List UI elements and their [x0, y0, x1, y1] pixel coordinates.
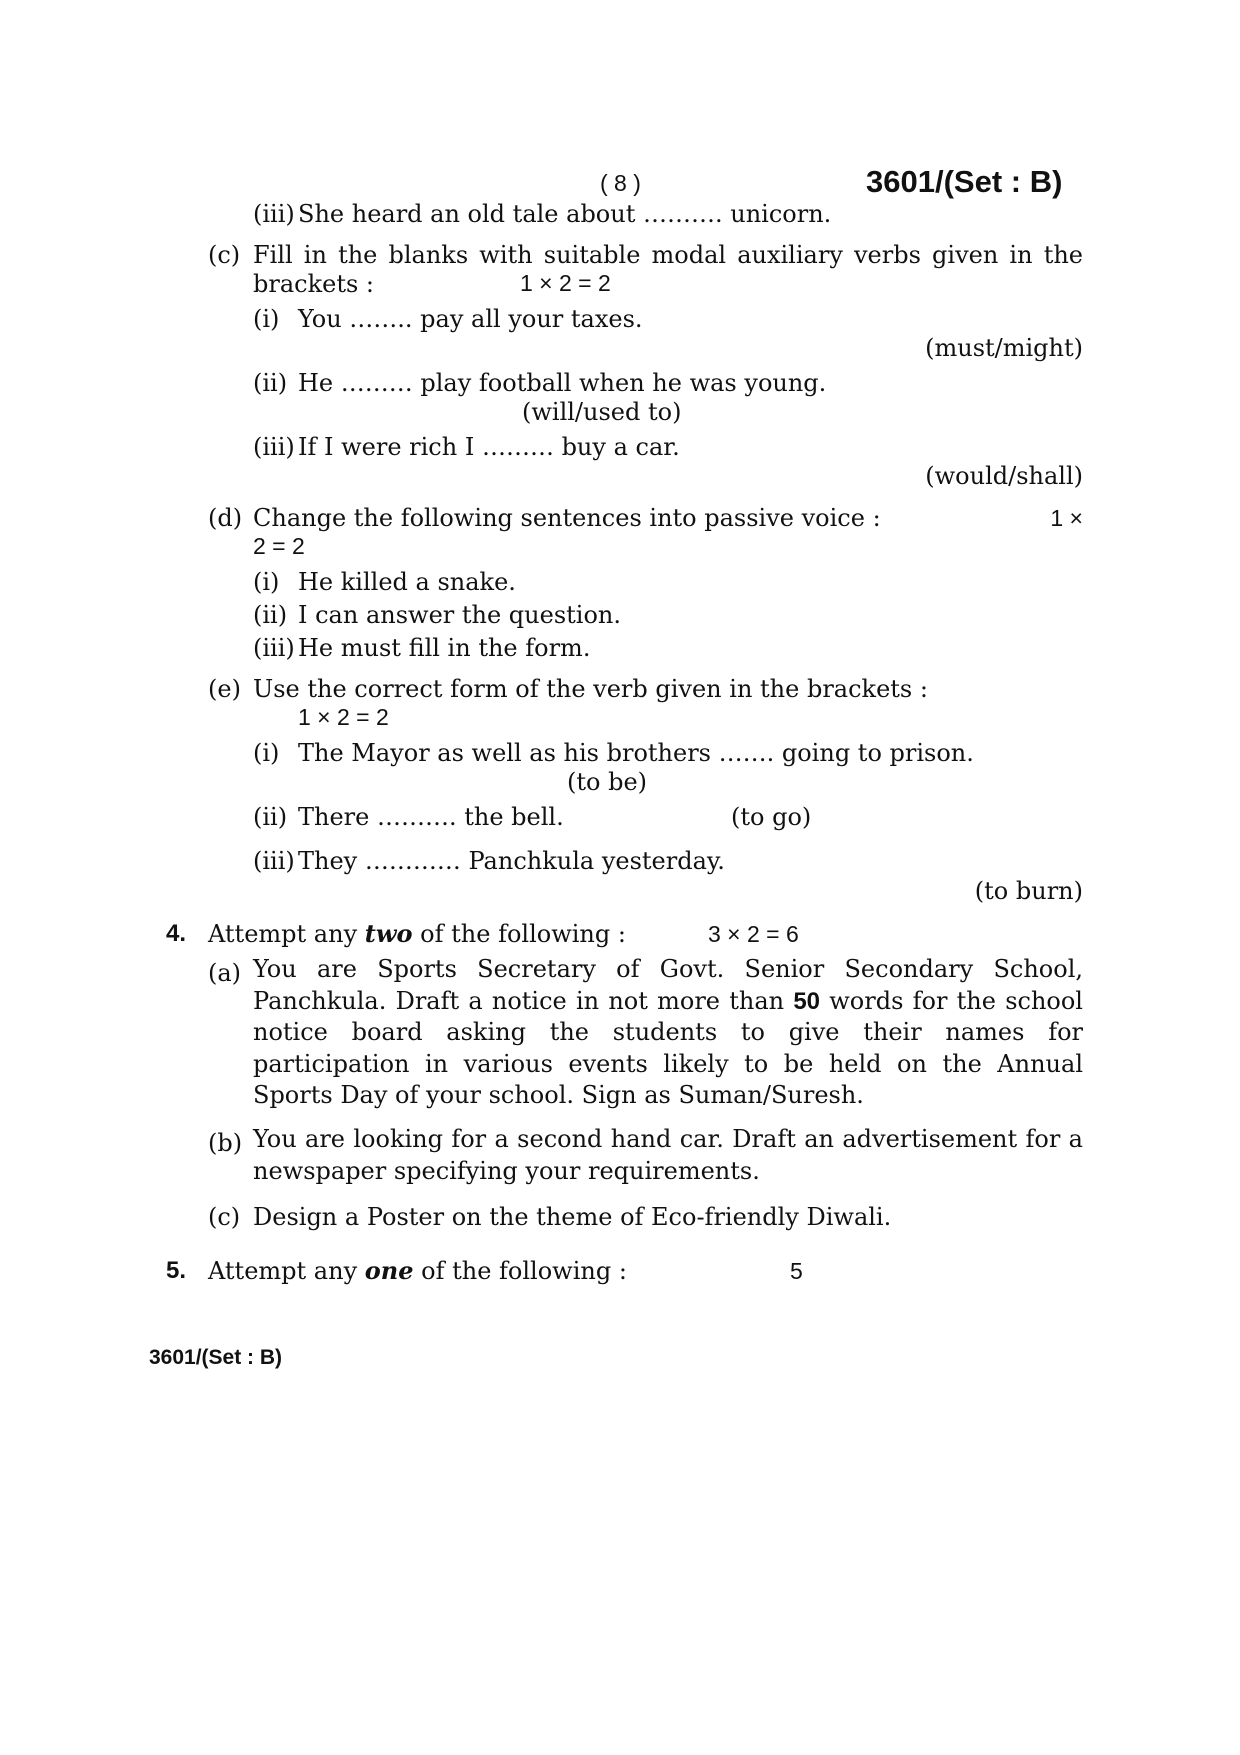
item-e-i-options: (to be) [567, 768, 648, 796]
q4-part-a-label: (a) [208, 959, 242, 987]
paper-code-footer: 3601/(Set : B) [149, 1346, 283, 1369]
question-4-pre: Attempt any [208, 920, 358, 948]
q4-part-c-label: (c) [208, 1203, 241, 1231]
question-4-number: 4. [166, 920, 187, 947]
part-d-text: Change the following sentences into passive voice : [253, 504, 881, 532]
item-c-i-num: (i) [253, 305, 280, 333]
part-e-text: Use the correct form of the verb given in the brackets : [253, 675, 928, 703]
item-b-iii-text: She heard an old tale about ………. unicorn. [298, 200, 832, 228]
question-4-instruction [208, 919, 626, 948]
part-c-line1: Fill in the blanks with suitable modal auxiliary verbs given in the [253, 241, 1083, 269]
page-number: ( 8 ) [600, 170, 641, 196]
item-d-iii-num: (iii) [253, 634, 295, 662]
question-5-number: 5. [166, 1257, 187, 1284]
item-c-ii-num: (ii) [253, 369, 288, 397]
item-d-i-num: (i) [253, 568, 280, 596]
item-d-i-text: He killed a snake. [298, 568, 516, 596]
item-c-iii-num: (iii) [253, 433, 295, 461]
item-e-ii-options: (to go) [731, 803, 812, 831]
word-limit: 50 [793, 987, 821, 1015]
item-c-i-text: You …….. pay all your taxes. [298, 305, 643, 333]
part-d-label: (d) [208, 504, 243, 532]
q4-part-a-text: You are Sports Secretary of Govt. Senior Secondary School, Panchkula. Draft a notice in not more than 50 words for the school notice board asking the students to give their names for participation in various events likely to be held on the Annual Sports Day of your school. Sign as Suman/Suresh. [253, 955, 1083, 1109]
part-e-label: (e) [208, 675, 241, 703]
part-e-marks: 1 × 2 = 2 [298, 704, 389, 730]
item-e-ii-text: There ………. the bell. [298, 803, 564, 831]
part-d-marks-2: 2 = 2 [253, 533, 305, 559]
item-c-ii-options: (will/used to) [522, 398, 682, 426]
question-4-marks: 3 × 2 = 6 [708, 921, 799, 947]
item-e-iii-options: (to burn) [974, 877, 1083, 905]
item-c-iii-options: (would/shall) [925, 462, 1083, 490]
part-d-marks-1: 1 × [1050, 505, 1083, 531]
item-e-iii-text: They ………… Panchkula yesterday. [298, 847, 725, 875]
item-b-iii-num: (iii) [253, 200, 295, 228]
item-e-i-num: (i) [253, 739, 280, 767]
q4-part-b-label: (b) [208, 1129, 243, 1157]
q4-part-c-text: Design a Poster on the theme of Eco-friendly Diwali. [253, 1203, 892, 1231]
item-e-i-text: The Mayor as well as his brothers ……. going to prison. [298, 739, 974, 767]
part-c-marks: 1 × 2 = 2 [520, 270, 611, 296]
item-c-ii-text: He ……… play football when he was young. [298, 369, 827, 397]
item-e-ii-num: (ii) [253, 803, 288, 831]
question-5-instruction [208, 1256, 627, 1285]
item-c-i-options: (must/might) [925, 334, 1083, 362]
item-d-ii-text: I can answer the question. [298, 601, 622, 629]
question-5-marks: 5 [790, 1258, 803, 1284]
question-5-post: of the following : [421, 1257, 627, 1285]
item-d-iii-text: He must fill in the form. [298, 634, 591, 662]
paper-code-header: 3601/(Set : B) [866, 164, 1063, 199]
q4-part-b-text: You are looking for a second hand car. Draft an advertisement for a newspaper specifying your requirements. [253, 1125, 1083, 1185]
part-c-line2: brackets : [253, 270, 375, 298]
question-4-emph: two [364, 919, 413, 948]
item-d-ii-num: (ii) [253, 601, 288, 629]
part-c-label: (c) [208, 241, 241, 269]
question-4-post: of the following : [420, 920, 626, 948]
question-5-emph: one [364, 1256, 414, 1285]
item-c-iii-text: If I were rich I ……… buy a car. [298, 433, 680, 461]
item-e-iii-num: (iii) [253, 847, 295, 875]
question-5-pre: Attempt any [208, 1257, 358, 1285]
